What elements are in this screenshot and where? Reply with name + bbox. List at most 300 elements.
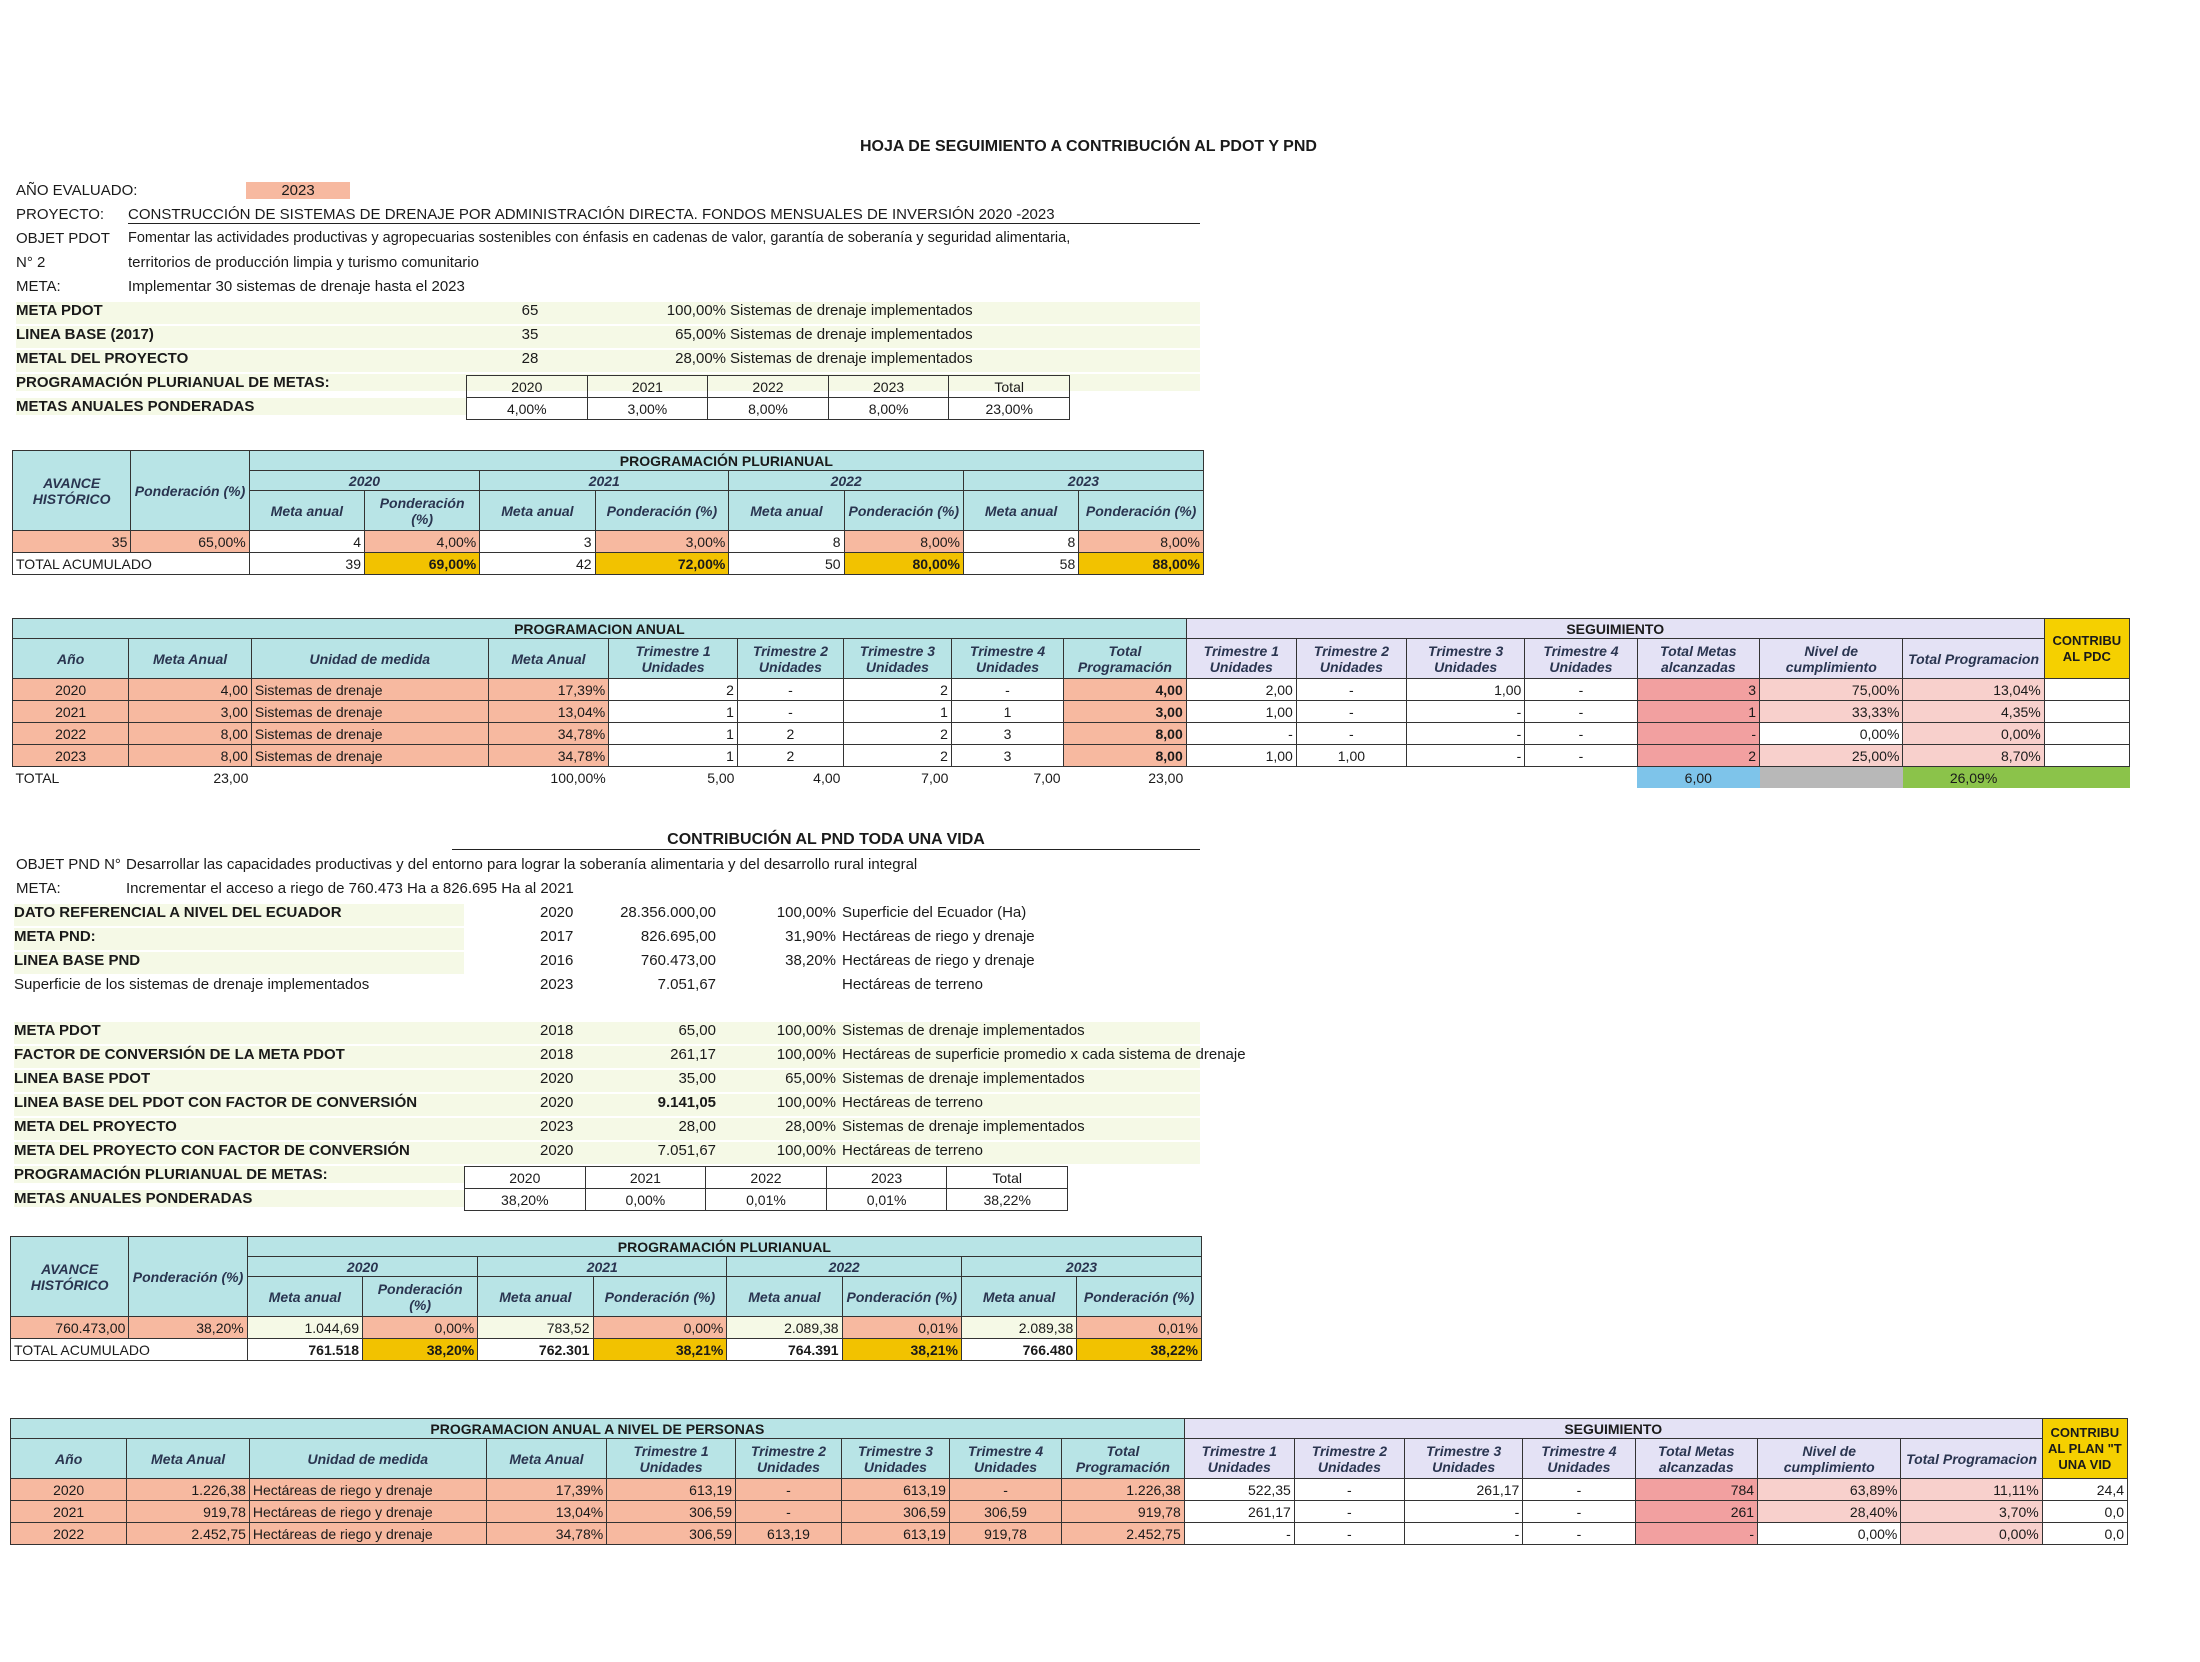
t4-header: Total Programación (1062, 1439, 1185, 1479)
t3-programacion-plurianual (10, 1236, 1202, 1361)
t4-cell: 17,39% (486, 1479, 606, 1501)
t4-cell: - (1294, 1523, 1404, 1545)
pnd-row-pct: 100,00% (776, 904, 836, 921)
t3-total-cell: 38,20% (362, 1339, 477, 1361)
t4-cell: 261,17 (1184, 1501, 1294, 1523)
t2-cell: - (1525, 679, 1637, 701)
t4-cell: 1.226,38 (127, 1479, 250, 1501)
pnd-row2-label: FACTOR DE CONVERSIÓN DE LA META PDOT (14, 1046, 345, 1063)
pnd-row2-num: 65,00 (678, 1022, 716, 1039)
t2-contrib-cell (2044, 745, 2129, 767)
pnd-row2-desc: Hectáreas de superficie promedio x cada sistema de drenaje (842, 1046, 1246, 1063)
pnd-row2-year: 2020 (540, 1142, 574, 1159)
t2-cell: 2,00 (1186, 679, 1296, 701)
t2-cell: - (737, 679, 843, 701)
t2-title-seg: SEGUIMIENTO (1186, 619, 2044, 639)
t4-cell: - (1523, 1501, 1635, 1523)
t2-header: Trimestre 4 Unidades (951, 639, 1063, 679)
pdot-plur-label: PROGRAMACIÓN PLURIANUAL DE METAS: (16, 374, 1200, 391)
t2-cell: 1,00 (1186, 701, 1296, 723)
pdot-plur-value: 23,00% (949, 398, 1070, 420)
t2-cell: 33,33% (1760, 701, 1903, 723)
t2-cell: 1,00 (1296, 745, 1406, 767)
t4-title-seg: SEGUIMIENTO (1184, 1419, 2042, 1439)
t4-header: Trimestre 3 Unidades (841, 1439, 949, 1479)
t2-total-cell: 23,00 (213, 769, 249, 786)
t4-cell: 261 (1635, 1501, 1758, 1523)
pdot-row-num: 35 (521, 326, 539, 343)
pdot-row-bg (16, 350, 1200, 372)
t1-cell: 35 (13, 531, 131, 553)
t2-sum-empty (1760, 767, 1903, 789)
t1-cell: 8,00% (1079, 531, 1204, 553)
pdot-row-bg (16, 302, 1200, 324)
t4-cell: - (1404, 1501, 1522, 1523)
proyecto-label: PROYECTO: (16, 206, 105, 223)
t4-header: Año (11, 1439, 127, 1479)
meta-value: Implementar 30 sistemas de drenaje hasta el 2023 (128, 278, 465, 295)
pnd-row-desc: Hectáreas de riego y drenaje (842, 928, 1035, 945)
pnd-row2-pct: 100,00% (776, 1094, 836, 1111)
t1-total-cell: 72,00% (595, 553, 729, 575)
t4-header: Total Metas alcanzadas (1635, 1439, 1758, 1479)
t2-cell: 8,00 (1064, 723, 1187, 745)
pnd-row2-label: META PDOT (14, 1022, 101, 1039)
t4-cell: Hectáreas de riego y drenaje (249, 1523, 486, 1545)
pnd-row2-num: 28,00 (678, 1118, 716, 1135)
t2-cell: 8,00 (129, 745, 252, 767)
t4-cell: - (949, 1479, 1061, 1501)
pnd-row-desc: Hectáreas de riego y drenaje (842, 952, 1035, 969)
t2-cell: 2021 (13, 701, 129, 723)
pdot-row-pct: 28,00% (675, 350, 726, 367)
t2-header: Trimestre 2 Unidades (737, 639, 843, 679)
pnd-row2-label: META DEL PROYECTO CON FACTOR DE CONVERSIÓN (14, 1142, 410, 1159)
pnd-row2-pct: 100,00% (776, 1046, 836, 1063)
t2-cell: 2 (737, 723, 843, 745)
t3-h-pond: Ponderación (%) (362, 1277, 477, 1317)
t3-cell: 2.089,38 (727, 1317, 842, 1339)
pnd-plur-year: 2021 (585, 1167, 706, 1189)
t4-cell: 2022 (11, 1523, 127, 1545)
t2-total-label: TOTAL (15, 769, 60, 786)
t2-cell: - (1406, 745, 1524, 767)
pnd-row2-pct: 28,00% (785, 1118, 836, 1135)
t4-header: Trimestre 4 Unidades (949, 1439, 1061, 1479)
t2-header: Año (13, 639, 129, 679)
pdot-row-desc: Sistemas de drenaje implementados (730, 302, 973, 319)
pnd-row2-year: 2023 (540, 1118, 574, 1135)
t2-cell: - (1525, 745, 1637, 767)
t4-cell: - (735, 1479, 841, 1501)
t2-cell: 2022 (13, 723, 129, 745)
pdot-plur-year: 2022 (708, 376, 829, 398)
t2-cell: - (1296, 701, 1406, 723)
t3-h-avance: AVANCE HISTÓRICO (11, 1237, 129, 1317)
t4-header: Trimestre 3 Unidades (1404, 1439, 1522, 1479)
t2-cell: 1 (951, 701, 1063, 723)
pdot-row-pct: 65,00% (675, 326, 726, 343)
t1-cell: 8 (729, 531, 844, 553)
t4-header: Total Programacion (1901, 1439, 2042, 1479)
pdot-row-label: LINEA BASE (2017) (16, 326, 154, 343)
pnd-row2-pct: 65,00% (785, 1070, 836, 1087)
t4-cell: 34,78% (486, 1523, 606, 1545)
t2-total-cell: 23,00 (1148, 769, 1184, 786)
pnd-row2-year: 2020 (540, 1094, 574, 1111)
t2-cell: 2 (843, 679, 951, 701)
pdot-plur-year: 2020 (467, 376, 588, 398)
t3-year-2023: 2023 (961, 1257, 1201, 1277)
t4-cell: 0,00% (1901, 1523, 2042, 1545)
t4-cell: - (735, 1501, 841, 1523)
t2-header: Trimestre 1 Unidades (1186, 639, 1296, 679)
pnd-row-pct: 38,20% (785, 952, 836, 969)
t2-cell: 2 (1637, 745, 1760, 767)
t1-cell: 3 (480, 531, 595, 553)
t1-total-cell: 39 (249, 553, 364, 575)
t1-h-meta: Meta anual (963, 491, 1078, 531)
t1-cell: 3,00% (595, 531, 729, 553)
t2-cell: 2 (843, 745, 951, 767)
objet-no: N° 2 (16, 254, 46, 271)
t1-h-pond: Ponderación (%) (364, 491, 479, 531)
pnd-row2-desc: Hectáreas de terreno (842, 1094, 983, 1111)
t4-cell: 24,4 (2042, 1479, 2127, 1501)
t2-cell: 3,00 (129, 701, 252, 723)
t4-cell: 2021 (11, 1501, 127, 1523)
t3-h-meta: Meta anual (727, 1277, 842, 1317)
t4-cell: 13,04% (486, 1501, 606, 1523)
pdot-plur-year: 2021 (587, 376, 708, 398)
t4-cell: - (1635, 1523, 1758, 1545)
t4-cell: 784 (1635, 1479, 1758, 1501)
t2-cell: Sistemas de drenaje (251, 723, 488, 745)
t2-cell: 0,00% (1760, 723, 1903, 745)
pnd-row2-num: 9.141,05 (657, 1094, 716, 1111)
t3-cell: 760.473,00 (11, 1317, 129, 1339)
pnd-plur-value: 0,01% (706, 1189, 827, 1211)
t2-cell: - (1637, 723, 1760, 745)
t1-total-cell: 42 (480, 553, 595, 575)
t4-cell: - (1294, 1501, 1404, 1523)
t2-cell: - (1296, 723, 1406, 745)
pdot-plur-value: 8,00% (708, 398, 829, 420)
t2-cell: 34,78% (488, 723, 608, 745)
t3-year-2022: 2022 (727, 1257, 962, 1277)
t1-programacion-plurianual (12, 450, 1204, 575)
t4-programacion-personas (10, 1418, 2128, 1545)
pdot-plur-value: 3,00% (587, 398, 708, 420)
objet-label: OBJET PDOT (16, 230, 110, 247)
t2-header: Trimestre 1 Unidades (609, 639, 738, 679)
pdot-row-num: 65 (521, 302, 539, 319)
t3-total-cell: 38,21% (842, 1339, 961, 1361)
t3-cell: 0,00% (362, 1317, 477, 1339)
pdot-row-label: META PDOT (16, 302, 103, 319)
t2-header: Unidad de medida (251, 639, 488, 679)
t2-cell: 2 (843, 723, 951, 745)
pnd-plur-label: PROGRAMACIÓN PLURIANUAL DE METAS: (14, 1166, 464, 1183)
pnd-plur-value: 0,01% (826, 1189, 947, 1211)
t1-h-avance: AVANCE HISTÓRICO (13, 451, 131, 531)
t2-sum-alcanzadas: 6,00 (1637, 767, 1760, 789)
t2-cell: 25,00% (1760, 745, 1903, 767)
t4-header: Trimestre 2 Unidades (1294, 1439, 1404, 1479)
t2-cell: 1 (609, 701, 738, 723)
pnd-row2-desc: Sistemas de drenaje implementados (842, 1022, 1085, 1039)
pnd-plur-value: 38,20% (465, 1189, 586, 1211)
pnd-row-year: 2023 (540, 976, 574, 993)
pnd-row2-label: LINEA BASE PDOT (14, 1070, 151, 1087)
t2-total-cell: 7,00 (921, 769, 949, 786)
pnd-row-desc: Superficie del Ecuador (Ha) (842, 904, 1027, 921)
pnd-row-num: 7.051,67 (657, 976, 716, 993)
t2-cell: 2 (609, 679, 738, 701)
t4-cell: 919,78 (949, 1523, 1061, 1545)
t2-cell: 1 (1637, 701, 1760, 723)
t3-total-cell: 764.391 (727, 1339, 842, 1361)
t4-cell: 613,19 (607, 1479, 736, 1501)
t2-cell: 34,78% (488, 745, 608, 767)
t2-cell: 3 (951, 745, 1063, 767)
pnd-row2-pct: 100,00% (776, 1022, 836, 1039)
t4-cell: 28,40% (1758, 1501, 1901, 1523)
meta-label: META: (16, 278, 61, 295)
t4-cell: - (1294, 1479, 1404, 1501)
t1-cell: 8,00% (844, 531, 963, 553)
anio-value: 2023 (246, 182, 350, 199)
t2-cell: 0,00% (1903, 723, 2044, 745)
t4-cell: 63,89% (1758, 1479, 1901, 1501)
t2-cell: 3 (1637, 679, 1760, 701)
t2-cell: 1 (843, 701, 951, 723)
t2-contrib-cell (2044, 679, 2129, 701)
t1-total-cell: 69,00% (364, 553, 479, 575)
t2-header: Trimestre 4 Unidades (1525, 639, 1637, 679)
t4-cell: 522,35 (1184, 1479, 1294, 1501)
t2-header: Trimestre 3 Unidades (843, 639, 951, 679)
t4-cell: 0,00% (1758, 1523, 1901, 1545)
t2-cell: 8,00 (129, 723, 252, 745)
t1-title: PROGRAMACIÓN PLURIANUAL (249, 451, 1203, 471)
pnd-row2-label: LINEA BASE DEL PDOT CON FACTOR DE CONVERSIÓN (14, 1094, 418, 1111)
t2-cell: 1,00 (1406, 679, 1524, 701)
t2-cell: 13,04% (1903, 679, 2044, 701)
t4-cell: 2020 (11, 1479, 127, 1501)
t3-total-cell: 762.301 (478, 1339, 593, 1361)
pnd-row-label: META PND: (14, 928, 96, 945)
t4-cell: 919,78 (1062, 1501, 1185, 1523)
t2-cell: - (1406, 701, 1524, 723)
pnd-objet-label: OBJET PND N° (16, 856, 121, 873)
t4-title-prog: PROGRAMACION ANUAL A NIVEL DE PERSONAS (11, 1419, 1185, 1439)
pnd-row-pct: 31,90% (785, 928, 836, 945)
pnd-meta-value: Incrementar el acceso a riego de 760.473 Ha a 826.695 Ha al 2021 (126, 880, 574, 897)
t1-h-meta: Meta anual (729, 491, 844, 531)
pnd-row-num: 760.473,00 (640, 952, 716, 969)
t2-cell: - (951, 679, 1063, 701)
t4-header: Meta Anual (486, 1439, 606, 1479)
t4-cell: 261,17 (1404, 1479, 1522, 1501)
pdot-plur-year: Total (949, 376, 1070, 398)
t4-cell: 1.226,38 (1062, 1479, 1185, 1501)
t2-cell: 17,39% (488, 679, 608, 701)
t3-total-cell: 38,21% (593, 1339, 727, 1361)
t1-total-cell: 80,00% (844, 553, 963, 575)
t1-year-2021: 2021 (480, 471, 729, 491)
t4-header: Nivel de cumplimiento (1758, 1439, 1901, 1479)
t3-h-meta: Meta anual (961, 1277, 1076, 1317)
t4-cell: 306,59 (607, 1501, 736, 1523)
t2-cell: 2023 (13, 745, 129, 767)
t2-cell: - (737, 701, 843, 723)
t2-cell: 2020 (13, 679, 129, 701)
t4-cell: 0,0 (2042, 1501, 2127, 1523)
t3-cell: 2.089,38 (961, 1317, 1076, 1339)
t3-h-pond: Ponderación (%) (1077, 1277, 1202, 1317)
pnd-title: CONTRIBUCIÓN AL PND TODA UNA VIDA (452, 831, 1200, 850)
t2-total-empty (1186, 767, 1296, 789)
pnd-row2-year: 2018 (540, 1046, 574, 1063)
pnd-row2-num: 35,00 (678, 1070, 716, 1087)
pnd-row2-desc: Sistemas de drenaje implementados (842, 1118, 1085, 1135)
t3-h-meta: Meta anual (478, 1277, 593, 1317)
t2-contrib-cell (2044, 723, 2129, 745)
pnd-row-label: LINEA BASE PND (14, 952, 141, 969)
t3-year-2021: 2021 (478, 1257, 727, 1277)
pnd-row2-pct: 100,00% (776, 1142, 836, 1159)
t4-cell: - (1184, 1523, 1294, 1545)
t1-cell: 4 (249, 531, 364, 553)
t4-header: Unidad de medida (249, 1439, 486, 1479)
t4-cell: 11,11% (1901, 1479, 2042, 1501)
page-title: HOJA DE SEGUIMIENTO A CONTRIBUCIÓN AL PDOT Y PND (860, 138, 1317, 155)
pnd-objet-value: Desarrollar las capacidades productivas y del entorno para lograr la soberanía alimentaria y del desarrollo rural integral (126, 856, 918, 873)
t2-cell: 2 (737, 745, 843, 767)
pnd-plur-value: 38,22% (947, 1189, 1068, 1211)
t2-cell: 4,00 (129, 679, 252, 701)
pnd-row-num: 28.356.000,00 (620, 904, 716, 921)
pnd-row-year: 2016 (540, 952, 574, 969)
t2-cell: 8,00 (1064, 745, 1187, 767)
t4-title-contrib: CONTRIBU AL PLAN "T UNA VID (2042, 1419, 2127, 1479)
t2-total-cell: 4,00 (813, 769, 841, 786)
t2-header: Meta Anual (129, 639, 252, 679)
t2-total-cell: 100,00% (550, 769, 606, 786)
t1-total-cell: 50 (729, 553, 844, 575)
t2-header: Total Programación (1064, 639, 1187, 679)
t2-title-contrib: CONTRIBU AL PDC (2044, 619, 2129, 679)
t3-cell: 0,01% (842, 1317, 961, 1339)
t3-h-pond: Ponderación (%) (593, 1277, 727, 1317)
t2-total-cell: 7,00 (1033, 769, 1061, 786)
t4-cell: - (1523, 1523, 1635, 1545)
t2-header: Total Metas alcanzadas (1637, 639, 1760, 679)
t1-year-2022: 2022 (729, 471, 964, 491)
t2-cell: - (1296, 679, 1406, 701)
t2-cell: 1,00 (1186, 745, 1296, 767)
pdot-plur-year: 2023 (828, 376, 949, 398)
t1-h-pond: Ponderación (%) (595, 491, 729, 531)
t2-total-empty (251, 767, 488, 789)
t4-cell: 2.452,75 (1062, 1523, 1185, 1545)
t4-header: Trimestre 2 Unidades (735, 1439, 841, 1479)
t1-h-meta: Meta anual (249, 491, 364, 531)
pnd-row2-num: 261,17 (670, 1046, 716, 1063)
t2-header: Meta Anual (488, 639, 608, 679)
t2-total-empty (1296, 767, 1406, 789)
pdot-plur-table (466, 375, 1070, 420)
pnd-plur-value: 0,00% (585, 1189, 706, 1211)
t2-header: Nivel de cumplimiento (1760, 639, 1903, 679)
t4-cell: 306,59 (949, 1501, 1061, 1523)
t2-sum-contrib (2044, 767, 2129, 789)
t3-cell: 38,20% (129, 1317, 247, 1339)
t4-header: Trimestre 4 Unidades (1523, 1439, 1635, 1479)
t4-cell: 306,59 (607, 1523, 736, 1545)
t1-cell: 4,00% (364, 531, 479, 553)
objet-line1: Fomentar las actividades productivas y agropecuarias sostenibles con énfasis en cadenas de valor, garantía de soberanía y seguridad alimentaria, (128, 230, 1071, 246)
pnd-meta-label: META: (16, 880, 61, 897)
t2-cell: Sistemas de drenaje (251, 701, 488, 723)
t1-year-2020: 2020 (249, 471, 480, 491)
t3-h-ponderacion: Ponderación (%) (129, 1237, 247, 1317)
pdot-ponderadas-label: METAS ANUALES PONDERADAS (16, 398, 466, 415)
pnd-row-label: DATO REFERENCIAL A NIVEL DEL ECUADOR (14, 904, 342, 921)
t4-header: Trimestre 1 Unidades (607, 1439, 736, 1479)
t4-cell: Hectáreas de riego y drenaje (249, 1501, 486, 1523)
t4-cell: 0,0 (2042, 1523, 2127, 1545)
t2-cell: 3,00 (1064, 701, 1187, 723)
t3-total-cell: 766.480 (961, 1339, 1076, 1361)
pdot-row-pct: 100,00% (666, 302, 726, 319)
pnd-row-year: 2020 (540, 904, 574, 921)
pnd-row2-num: 7.051,67 (657, 1142, 716, 1159)
t2-cell: 4,35% (1903, 701, 2044, 723)
t2-cell: - (1186, 723, 1296, 745)
t3-cell: 0,01% (1077, 1317, 1202, 1339)
t2-header: Trimestre 2 Unidades (1296, 639, 1406, 679)
t2-cell: 75,00% (1760, 679, 1903, 701)
pdot-row-bg (16, 326, 1200, 348)
t4-cell: 613,19 (841, 1523, 949, 1545)
pdot-row-desc: Sistemas de drenaje implementados (730, 350, 973, 367)
t2-cell: 8,70% (1903, 745, 2044, 767)
t3-title: PROGRAMACIÓN PLURIANUAL (247, 1237, 1201, 1257)
t2-sum-prog: 26,09% (1903, 767, 2044, 789)
pdot-plur-value: 4,00% (467, 398, 588, 420)
pnd-plur-year: 2023 (826, 1167, 947, 1189)
t4-header: Meta Anual (127, 1439, 250, 1479)
t2-total-cell: 5,00 (707, 769, 735, 786)
t2-title-prog: PROGRAMACION ANUAL (13, 619, 1187, 639)
t3-cell: 1.044,69 (247, 1317, 362, 1339)
t3-h-pond: Ponderación (%) (842, 1277, 961, 1317)
t2-cell: 13,04% (488, 701, 608, 723)
pdot-row-label: METAL DEL PROYECTO (16, 350, 189, 367)
t2-total-empty (1406, 767, 1524, 789)
objet-line2: territorios de producción limpia y turismo comunitario (128, 254, 479, 271)
pnd-row2-year: 2018 (540, 1022, 574, 1039)
t2-header: Trimestre 3 Unidades (1406, 639, 1524, 679)
t3-total-cell: 38,22% (1077, 1339, 1202, 1361)
t3-h-meta: Meta anual (247, 1277, 362, 1317)
t1-cell: 65,00% (131, 531, 249, 553)
anio-label: AÑO EVALUADO: (16, 182, 138, 199)
t3-total-cell: 761.518 (247, 1339, 362, 1361)
t3-cell: 783,52 (478, 1317, 593, 1339)
